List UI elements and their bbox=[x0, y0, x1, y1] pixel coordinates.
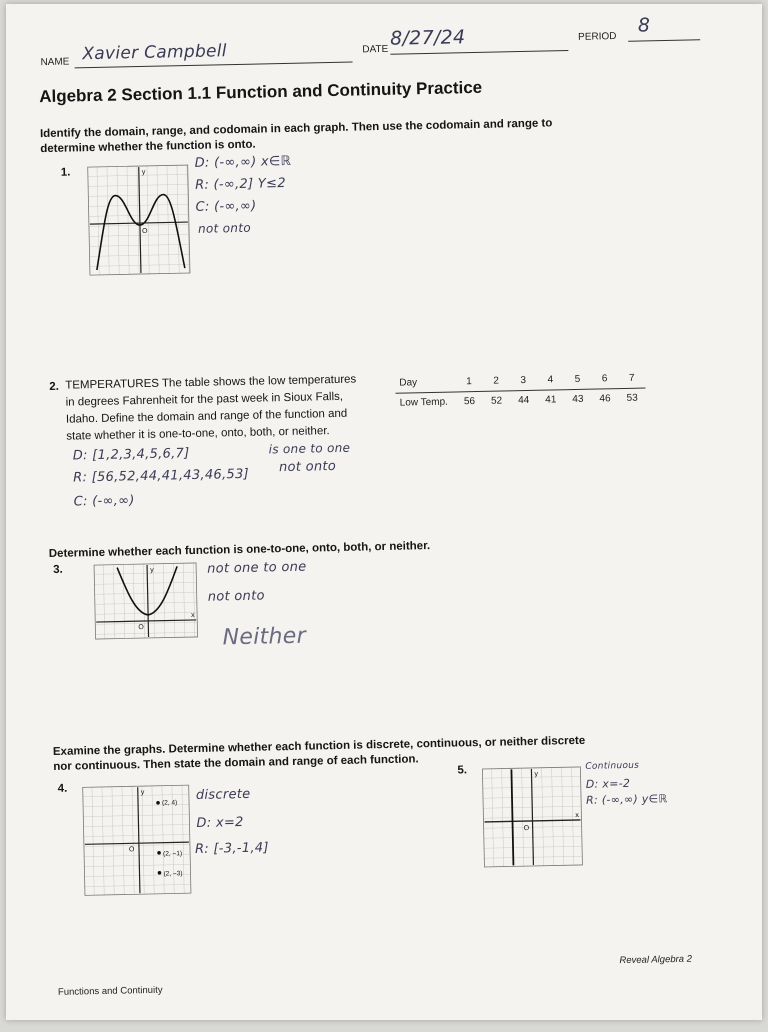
q5-graph bbox=[481, 766, 583, 868]
table-cell: 56 bbox=[463, 396, 476, 408]
q2-line-3: Idaho. Define the domain and range of the function and bbox=[65, 407, 348, 426]
svg-text:O: O bbox=[141, 227, 148, 236]
table-cell: 3 bbox=[510, 371, 538, 391]
q5-answer-domain: D: x=-2 bbox=[585, 776, 631, 791]
instructions-3-line-2: nor continuous. Then state the domain and range of each function. bbox=[53, 753, 419, 773]
q4-answer-range: R: [-3,-1,4] bbox=[194, 840, 269, 858]
period-value: 8 bbox=[637, 14, 651, 37]
temperature-table bbox=[395, 369, 646, 413]
q4-answer-domain: D: x=2 bbox=[196, 815, 244, 831]
svg-text:x: x bbox=[191, 611, 195, 620]
q1-answer-domain: D: (-∞,∞) x∈ℝ bbox=[194, 153, 292, 171]
instructions-1-line-1: Identify the domain, range, and codomain in each graph. Then use the codomain and range to bbox=[39, 117, 553, 141]
q2-answer-codomain: C: (-∞,∞) bbox=[73, 493, 135, 510]
period-label: PERIOD bbox=[577, 31, 617, 43]
q3-number: 3. bbox=[53, 563, 63, 576]
q4-number: 4. bbox=[57, 782, 68, 795]
q5-number: 5. bbox=[457, 764, 468, 777]
q1-graph bbox=[87, 164, 191, 276]
instructions-1-line-2: determine whether the function is onto. bbox=[40, 138, 256, 156]
table-cell: 4 bbox=[537, 370, 565, 390]
table-cell: 53 bbox=[626, 392, 638, 404]
q2-answer-domain: D: [1,2,3,4,5,6,7] bbox=[72, 446, 190, 464]
q3-answer-onto: not onto bbox=[207, 588, 265, 605]
table-header-temp: Low Temp. bbox=[399, 396, 449, 409]
q1-answer-onto: not onto bbox=[197, 220, 252, 236]
table-cell: 2 bbox=[482, 371, 510, 391]
svg-text:y: y bbox=[534, 770, 539, 778]
table-cell: 41 bbox=[545, 394, 557, 406]
instructions-2: Determine whether each function is one-to-one, onto, both, or neither. bbox=[48, 540, 431, 561]
footer-left: Functions and Continuity bbox=[57, 984, 163, 998]
q4-answer-type: discrete bbox=[195, 786, 251, 803]
svg-text:y: y bbox=[140, 789, 145, 797]
q2-line-2: in degrees Fahrenheit for the past week in Sioux Falls, bbox=[65, 390, 344, 409]
name-value: Xavier Campbell bbox=[82, 41, 228, 65]
q3-answer-classification: Neither bbox=[222, 623, 307, 651]
svg-text:y: y bbox=[150, 566, 154, 574]
svg-text:x: x bbox=[575, 811, 579, 820]
q3-answer-one-to-one: not one to one bbox=[207, 559, 307, 577]
q5-answer-type: Continuous bbox=[585, 760, 640, 772]
q2-number: 2. bbox=[49, 380, 60, 393]
table-cell: 1 bbox=[455, 372, 483, 392]
table-header-day: Day bbox=[395, 372, 456, 393]
q2-line-4: state whether it is one-to-one, onto, both, or neither. bbox=[66, 425, 330, 443]
q1-number: 1. bbox=[60, 166, 71, 179]
point-label-2-neg3: (2, −3) bbox=[163, 870, 183, 878]
footer-right: Reveal Algebra 2 bbox=[619, 953, 693, 967]
table-cell: 43 bbox=[572, 393, 584, 406]
point-label-2-neg1: (2, −1) bbox=[163, 850, 183, 858]
q2-line-1: TEMPERATURES The table shows the low temperatures bbox=[65, 373, 357, 392]
table-cell: 5 bbox=[564, 370, 592, 390]
svg-text:O: O bbox=[523, 825, 530, 833]
q4-graph bbox=[82, 784, 192, 896]
page-title: Algebra 2 Section 1.1 Function and Continuity Practice bbox=[39, 77, 483, 107]
name-label: NAME bbox=[40, 56, 70, 69]
table-cell: 46 bbox=[599, 393, 611, 405]
q5-answer-range: R: (-∞,∞) y∈ℝ bbox=[585, 792, 668, 807]
q2-answer-onto: not onto bbox=[278, 458, 337, 476]
date-label: DATE bbox=[362, 43, 389, 56]
instructions-3-line-1: Examine the graphs. Determine whether each function is discrete, continuous, or neither discrete bbox=[52, 734, 586, 758]
svg-text:O: O bbox=[128, 846, 135, 854]
svg-text:O: O bbox=[138, 624, 144, 632]
q2-answer-range: R: [56,52,44,41,43,46,53] bbox=[73, 466, 250, 486]
svg-text:y: y bbox=[141, 168, 146, 176]
table-cell: 44 bbox=[518, 394, 530, 407]
point-label-2-4: (2, 4) bbox=[161, 799, 178, 807]
table-cell: 52 bbox=[490, 395, 503, 407]
table-cell: 6 bbox=[591, 369, 619, 389]
q1-answer-codomain: C: (-∞,∞) bbox=[195, 198, 257, 215]
q1-answer-range: R: (-∞,2] Y≤2 bbox=[194, 175, 287, 193]
table-cell: 7 bbox=[618, 369, 646, 389]
table-row-temp bbox=[396, 388, 646, 413]
q2-answer-one-to-one: is one to one bbox=[268, 440, 351, 457]
q3-graph bbox=[93, 562, 199, 640]
date-value: 8/27/24 bbox=[389, 26, 466, 50]
